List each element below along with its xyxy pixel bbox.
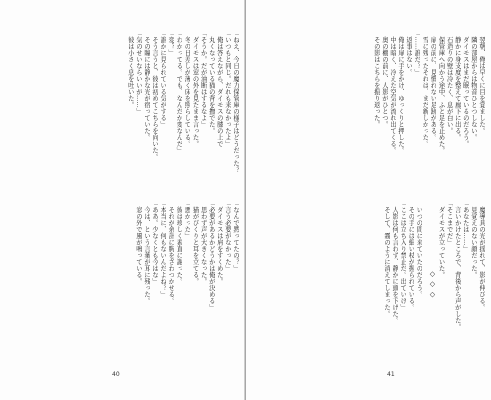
left-page-bottom-block	[8, 200, 239, 360]
text-column: 扉の前に、見慣れない足跡がある。	[429, 30, 437, 141]
text-column: その瞳には静かな光が宿っていた。	[142, 30, 150, 141]
text-column: いつの間に来ていたのだろう。	[415, 200, 423, 298]
text-column: 「そこまでだ」	[445, 200, 453, 246]
text-column: 「ここは立ち入り禁止だ。出ていけ」	[399, 200, 407, 311]
text-column: 「ねえ、今日の魔力保管庫の様子はどうだった？	[232, 30, 239, 173]
text-column: 中は暗く、冷えた空気が流れ出てくる。	[388, 30, 396, 154]
text-column: そう言うと、彼は初めてこちらを向いた。	[151, 30, 159, 160]
text-column: 「あなたは……」	[461, 200, 469, 252]
text-column: その影はこちらを振り返った。	[372, 30, 380, 128]
text-column: ダイモスは肩をすくめた。	[215, 200, 223, 285]
text-column: 俺は答えながら、ダイモスの膝の上で	[215, 30, 223, 147]
text-column: 彼は小さく息を吐いた。	[126, 30, 134, 108]
text-column: 「誰かに見られている気がする」	[159, 30, 167, 128]
text-column: ダイモスはまだ眠っているのだろう。	[461, 30, 469, 147]
text-column: 思わず声が大きくなった。	[199, 200, 207, 285]
text-column: 窓の外で風が鳴っている。	[134, 200, 142, 285]
text-column: 猫がびくりと耳を立てる。	[191, 200, 199, 285]
text-column: 「そうか。だが油断はするなよ」	[199, 30, 207, 128]
text-column: 「本当に、何もないんだよね？」	[159, 200, 167, 298]
left-page	[0, 0, 245, 400]
text-column: 今は、という言葉が耳に残った。	[142, 200, 150, 304]
left-page-top-block	[8, 30, 239, 190]
text-column: 返事はない。	[405, 30, 413, 76]
text-column: 雪に残ったそれは、まだ新しかった。	[421, 30, 429, 147]
page-number: 40	[112, 371, 120, 378]
text-column: 保管庫へ向かう途中、ふと足を止めた。	[437, 30, 445, 154]
text-column: 「必要があるかどうかは俺が決める」	[207, 200, 215, 311]
text-column: 見覚えのない顔だった。	[469, 200, 477, 278]
text-column: 冬の日差しが薄く床を照らしている。	[183, 30, 191, 147]
text-column: 「なんで黙ってたの？」	[232, 200, 239, 272]
text-column: 静かに身支度を整えて廊下に出る。	[453, 30, 461, 141]
text-column: 奥の棚の前に、人影がひとつ。	[380, 30, 388, 128]
text-column: 石造りの壁は冷たく、息が白い。	[445, 30, 453, 134]
text-column: 「悪かった」	[183, 200, 191, 239]
text-column: 「いつもと同じ。だれも来なかったよ」	[223, 30, 231, 147]
right-page	[246, 0, 491, 400]
text-column: 言いかけたところで、背後から声がした。	[453, 200, 461, 330]
right-page-top-block	[254, 30, 485, 190]
text-column: その手には細い杖が握られている。	[407, 200, 415, 311]
text-column: ダイモスは窓の外を見たまま言った。	[191, 30, 199, 147]
page-number: 41	[387, 371, 395, 378]
text-column: 「気のせいならいいが……」	[134, 30, 142, 115]
text-column: 「言う必要がなかった」	[223, 200, 231, 272]
text-column: 隣の部屋からは物音ひとつしない。	[469, 30, 477, 141]
text-column: 丸くなっている猫の背を撫でた。	[207, 30, 215, 134]
text-column: そして、霧のように消えてしまった。	[383, 200, 391, 317]
text-column: 「変？」	[167, 30, 175, 56]
text-column: 翌朝、俺は早くに目を覚ました。	[478, 30, 485, 134]
text-column: ダイモスが立っていた。	[437, 200, 445, 278]
text-column: 彼は珍しく素直に謝った。	[175, 200, 183, 285]
text-column: 俺は扉に手をかけ、ゆっくりと押した。	[397, 30, 405, 154]
text-column: 「ああ。少なくとも今はな」	[151, 200, 159, 285]
text-column: 魔導具の光が揺れて、影が伸びる。	[478, 200, 485, 311]
text-column: 人影は何も言わず、静かに頭を下げた。	[391, 200, 399, 324]
scene-break-diamonds: ◇ ◇ ◇	[428, 270, 437, 299]
right-page-bottom-block	[254, 200, 485, 360]
text-column: 「わかってる。でも、なんだか変なんだ」	[175, 30, 183, 154]
text-column: それが余計に胸をざわつかせる。	[167, 200, 175, 304]
text-column: 「……誰だ？」	[413, 30, 421, 76]
